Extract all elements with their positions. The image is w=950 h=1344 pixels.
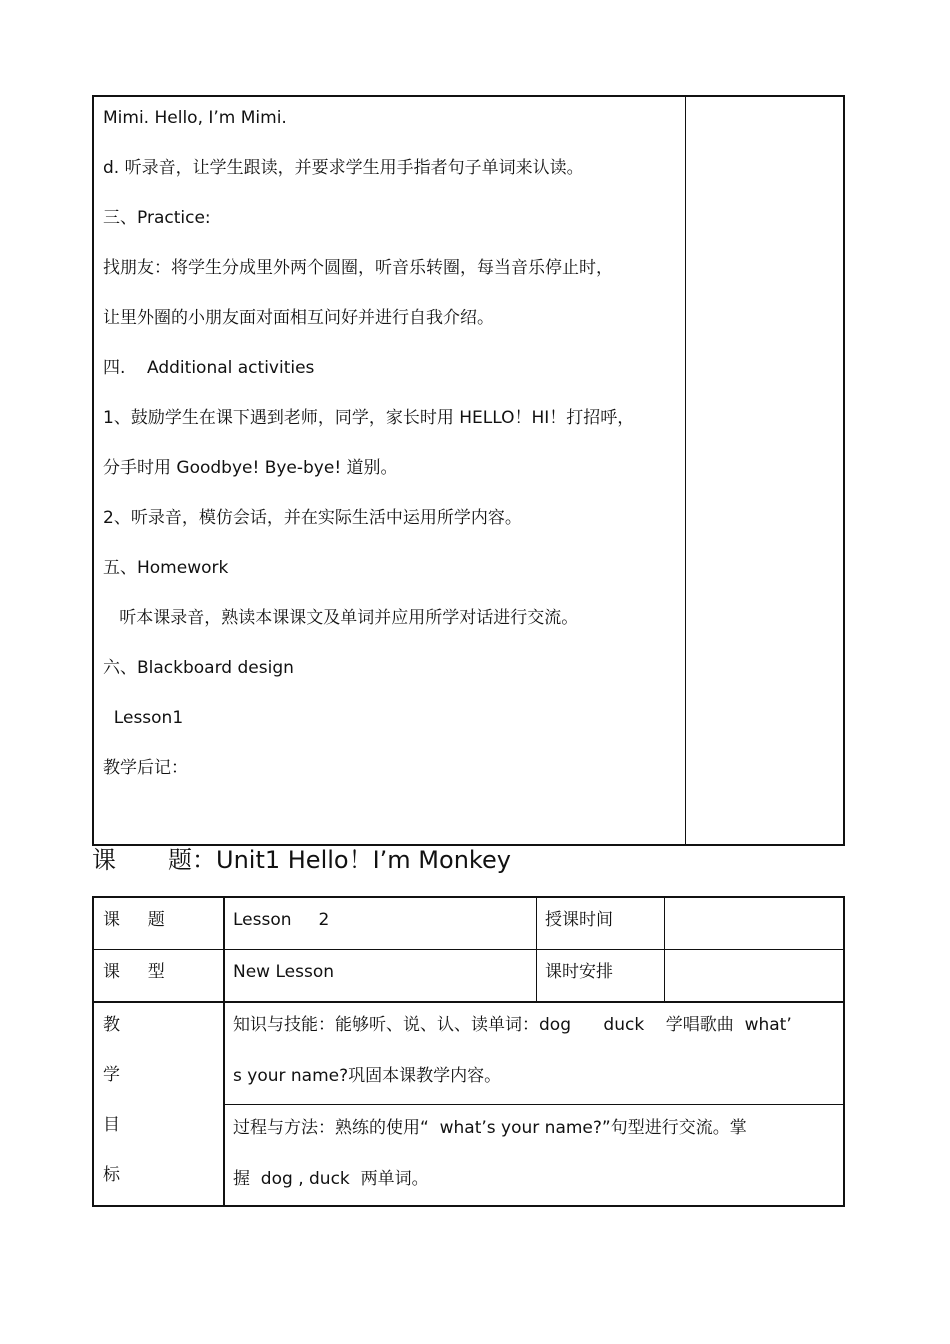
subject-label: 课 题 bbox=[103, 910, 165, 930]
knowledge-skills-cell bbox=[233, 1003, 792, 1105]
type-label: 课 型 bbox=[103, 962, 165, 982]
text-line: 握 dog , duck 两单词。 bbox=[233, 1169, 429, 1189]
text-line: 过程与方法：熟练的使用“ what’s your name?”句型进行交流。掌 bbox=[233, 1118, 747, 1138]
text-line: 分手时用 Goodbye! Bye-bye! 道别。 bbox=[103, 458, 398, 478]
lesson-steps-cell bbox=[103, 97, 678, 797]
section-heading-blackboard: 六、Blackboard design bbox=[103, 658, 294, 678]
section-heading-additional: 四. Additional activities bbox=[103, 358, 315, 378]
text-line: 知识与技能：能够听、说、认、读单词：dog duck 学唱歌曲 what’ bbox=[233, 1015, 792, 1035]
text-line: 让里外圈的小朋友面对面相互问好并进行自我介绍。 bbox=[103, 308, 494, 328]
text-line: 2、听录音，模仿会话，并在实际生活中运用所学内容。 bbox=[103, 508, 522, 528]
text-line: 教学后记： bbox=[103, 758, 188, 778]
text-line: s your name?巩固本课教学内容。 bbox=[233, 1066, 502, 1086]
objectives-label-char: 学 bbox=[103, 1065, 120, 1085]
text-line: 听本课录音，熟读本课课文及单词并应用所学对话进行交流。 bbox=[103, 608, 579, 628]
text-line: Mimi. Hello, I’m Mimi. bbox=[103, 108, 287, 128]
column-rule bbox=[664, 898, 665, 1002]
process-methods-cell bbox=[233, 1106, 747, 1208]
lesson-title bbox=[92, 842, 511, 878]
title-label: 课 bbox=[92, 846, 116, 874]
column-rule bbox=[223, 898, 225, 1205]
text-line: 1、鼓励学生在课下遇到老师，同学，家长时用 HELLO！HI！打招呼， bbox=[103, 408, 635, 428]
section-heading-practice: 三、Practice: bbox=[103, 208, 211, 228]
lesson-plan-continuation-table bbox=[92, 95, 845, 846]
type-value: New Lesson bbox=[233, 962, 335, 982]
section-heading-homework: 五、Homework bbox=[103, 558, 229, 578]
text-line: Lesson1 bbox=[103, 708, 184, 728]
column-rule bbox=[536, 898, 537, 1002]
subject-value: Lesson 2 bbox=[233, 910, 330, 930]
text-line: d. 听录音，让学生跟读，并要求学生用手指者句子单词来认读。 bbox=[103, 158, 584, 178]
schedule-label: 课时安排 bbox=[545, 962, 613, 982]
objectives-label-char: 标 bbox=[103, 1165, 120, 1185]
title-label-2: 题： bbox=[168, 846, 216, 874]
column-divider bbox=[685, 97, 686, 844]
lesson-info-table bbox=[92, 896, 845, 1207]
text-line: 找朋友：将学生分成里外两个圆圈，听音乐转圈，每当音乐停止时， bbox=[103, 258, 613, 278]
objectives-label-char: 教 bbox=[103, 1015, 120, 1035]
teaching-time-label: 授课时间 bbox=[545, 910, 613, 930]
row-rule bbox=[94, 949, 843, 950]
title-value: Unit1 Hello！I’m Monkey bbox=[216, 846, 511, 874]
objectives-label-char: 目 bbox=[103, 1115, 120, 1135]
